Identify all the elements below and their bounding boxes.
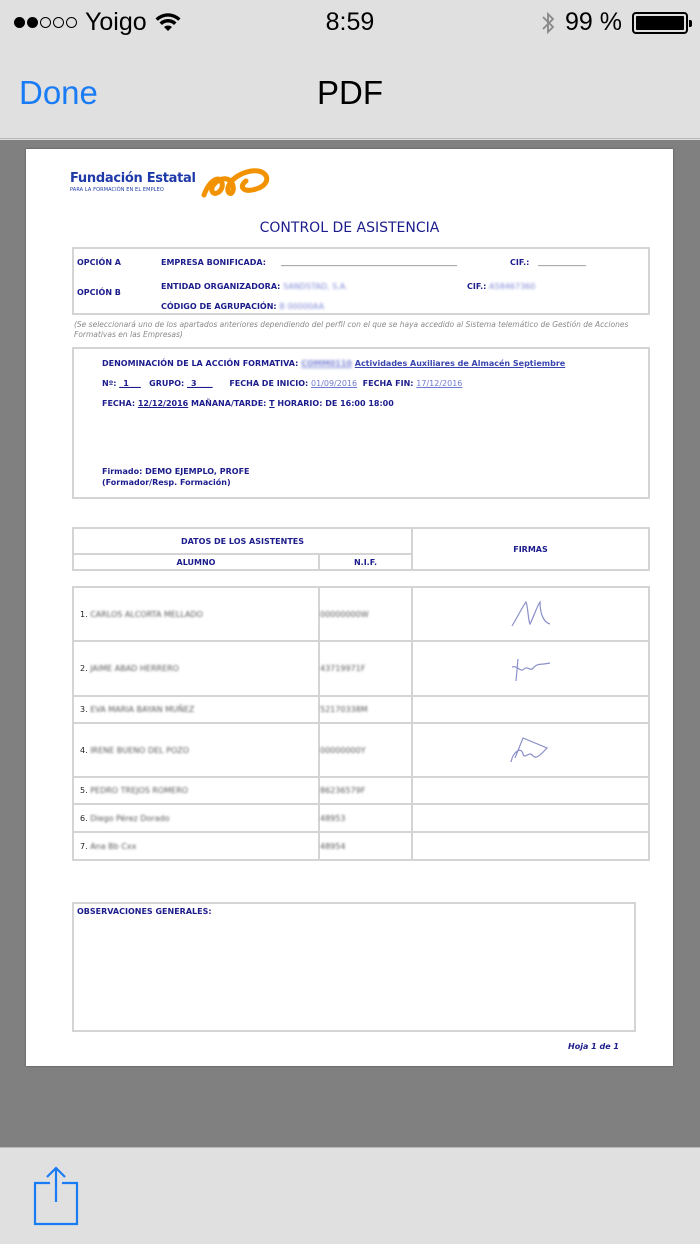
attendee-name: PEDRO TREJOS ROMERO — [90, 786, 189, 795]
logo-tagline: PARA LA FORMACIÓN EN EL EMPLEO — [70, 187, 164, 193]
options-box — [72, 247, 650, 315]
signature-icon — [506, 596, 556, 630]
signature-cell — [412, 777, 649, 804]
fecha-inicio-value: 01/09/2016 — [310, 379, 358, 388]
signature-cell — [412, 832, 649, 860]
col-alumno: ALUMNO — [73, 554, 319, 570]
infinity-mark-icon — [200, 165, 272, 201]
signature-cell — [412, 587, 649, 641]
col-firmas: FIRMAS — [412, 528, 649, 570]
fundae-logo — [70, 171, 196, 193]
numero-value: _1___ — [119, 379, 141, 388]
entidad-value: SANDSTAD, S.A. — [283, 282, 348, 291]
bluetooth-icon — [541, 10, 555, 36]
attendee-name: Diego Pérez Dorado — [90, 813, 170, 823]
denominacion-value: Actividades Auxiliares de Almacén Septiembre — [354, 359, 566, 368]
observaciones-label: OBSERVACIONES GENERALES: — [77, 907, 212, 916]
col-nif: N.I.F. — [319, 554, 412, 570]
page-title: PDF — [317, 74, 383, 111]
attendee-name: EVA MARIA BAYAN MUÑEZ — [90, 705, 195, 714]
option-a-label: OPCIÓN A — [77, 258, 121, 267]
battery-percent: 99 % — [565, 8, 622, 36]
codigo-value: B 00000AA — [279, 302, 325, 311]
attendee-nif: 48954 — [320, 841, 346, 851]
fecha-line: FECHA: 12/12/2016 MAÑANA/TARDE: T HORARIO: DE 16:00 18:00 — [102, 399, 394, 408]
attendees-header-table — [72, 527, 650, 571]
attendee-nif: 00000000Y — [320, 745, 366, 755]
empresa-label: EMPRESA BONIFICADA: — [161, 258, 266, 267]
signature-icon — [506, 651, 556, 685]
fecha-fin-value: 17/12/2016 — [416, 379, 463, 388]
empresa-field: ____________________________________________ — [281, 257, 457, 266]
pdf-page — [26, 149, 673, 1066]
signature-cell — [412, 804, 649, 832]
action-box — [72, 347, 650, 499]
signature-icon — [503, 732, 559, 766]
signature-cell — [412, 696, 649, 723]
denominacion-code: COMM0110 — [301, 359, 352, 368]
bottom-toolbar — [0, 1147, 700, 1244]
cif-b-value: A58467360 — [489, 282, 536, 291]
turno-value: T — [269, 399, 275, 408]
table-row: 3. EVA MARIA BAYAN MUÑEZ 52170338M — [73, 696, 649, 723]
carrier-name: Yoigo — [85, 8, 147, 36]
firmado-line-1: Firmado: DEMO EJEMPLO, PROFE — [102, 467, 250, 476]
firmado-line-2: (Formador/Resp. Formación) — [102, 478, 231, 487]
battery-icon — [632, 12, 688, 34]
cif-b-label: CIF.: A58467360 — [467, 282, 536, 291]
document-title: CONTROL DE ASISTENCIA — [259, 220, 440, 236]
done-button[interactable]: Done — [19, 74, 98, 111]
cif-a-field: ____________ — [538, 257, 586, 266]
attendee-name: Ana Bb Cxx — [90, 841, 137, 851]
table-row: 7. Ana Bb Cxx 48954 — [73, 832, 649, 860]
attendee-nif: 48953 — [320, 813, 346, 823]
clock: 8:59 — [325, 8, 375, 36]
selection-note: (Se seleccionará uno de los apartados anteriores dependiendo del perfil con el que se haya accedido al Sistema telemático de Gestión de Acciones Formativas en las Empresas) — [74, 320, 629, 339]
page-footer: Hoja 1 de 1 — [568, 1042, 619, 1051]
denominacion-line: DENOMINACIÓN DE LA ACCIÓN FORMATIVA: COMM0110 Actividades Auxiliares de Almacén Septiembre — [102, 359, 566, 368]
attendees-table — [72, 586, 650, 861]
attendee-name: CARLOS ALCORTA MELLADO — [90, 609, 203, 619]
table-row: 6. Diego Pérez Dorado 48953 — [73, 804, 649, 832]
table-row: 5. PEDRO TREJOS ROMERO 86236579F — [73, 777, 649, 804]
grupo-value: _3____ — [187, 379, 213, 388]
option-b-label: OPCIÓN B — [77, 288, 121, 297]
cif-a-label: CIF.: — [510, 258, 530, 267]
navigation-bar — [0, 46, 700, 139]
signature-cell — [412, 641, 649, 696]
horario-value: HORARIO: DE 16:00 18:00 — [277, 399, 394, 408]
attendee-name: JAIME ABAD HERRERO — [90, 664, 179, 673]
pdf-viewer[interactable] — [0, 140, 700, 1147]
attendee-nif: 43719971F — [320, 664, 366, 673]
numero-grupo-line: Nº: _1___ GRUPO: _3____ FECHA DE INICIO: 01/09/2016 FECHA FIN: 17/12/2016 — [102, 379, 463, 388]
attendee-nif: 52170338M — [320, 705, 368, 714]
status-bar — [0, 0, 700, 46]
group-header: DATOS DE LOS ASISTENTES — [73, 528, 412, 554]
logo-brand-text: Fundación Estatal — [70, 171, 196, 186]
entidad-label: ENTIDAD ORGANIZADORA: SANDSTAD, S.A. — [161, 282, 348, 291]
attendee-name: IRENE BUENO DEL POZO — [90, 745, 190, 755]
codigo-label: CÓDIGO DE AGRUPACIÓN: B 00000AA — [161, 302, 325, 311]
observaciones-box — [72, 902, 636, 1032]
signature-cell — [412, 723, 649, 777]
table-row: 4. IRENE BUENO DEL POZO 00000000Y — [73, 723, 649, 777]
table-row: 2. JAIME ABAD HERRERO 43719971F — [73, 641, 649, 696]
attendee-nif: 00000000W — [320, 609, 369, 619]
fecha-value: 12/12/2016 — [137, 399, 189, 408]
share-icon[interactable] — [33, 1166, 79, 1226]
attendee-nif: 86236579F — [320, 786, 366, 795]
table-row: 1. CARLOS ALCORTA MELLADO 00000000W — [73, 587, 649, 641]
